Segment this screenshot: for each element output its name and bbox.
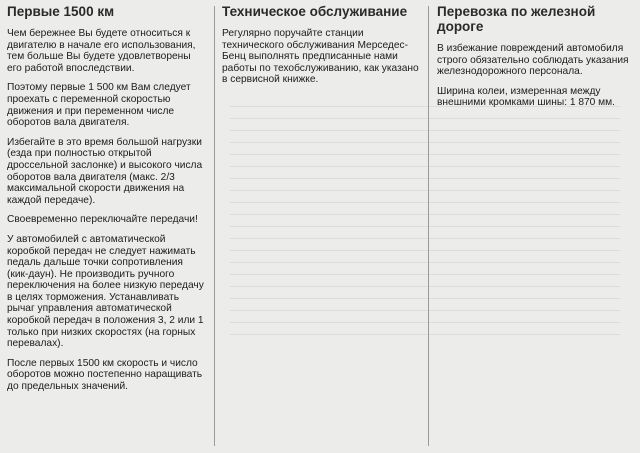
paragraph: У автомобилей с автоматической коробкой передач не следует нажимать педаль дальше точки сопротивления (кик-даун). Не производить ручного переключения на более низкую передачу в целях торможения. Устанавливать рычаг управления автоматической коробкой передач в положения 3, 2 или 1 только при низких скоростях (на горных перевалах). [7, 233, 204, 350]
column-maintenance [222, 4, 422, 94]
column-rail-transport [437, 4, 635, 117]
section-title: Первые 1500 км [7, 4, 115, 19]
bleed-through-texture [230, 100, 620, 340]
paragraph: Своевременно переключайте передачи! [7, 214, 198, 226]
column-divider [214, 6, 215, 446]
paragraph: Регулярно поручайте станции технического обслуживания Мерседес-Бенц выполнять предписанные нами работы по техобслуживанию, как указано в сервисной книжке. [222, 28, 419, 86]
paragraph: Поэтому первые 1 500 км Вам следует проехать с переменной скоростью движения и при переменном числе оборотов вала двигателя. [7, 82, 191, 129]
paragraph: В избежание повреждений автомобиля строго обязательно соблюдать указания железнодорожного персонала. [437, 43, 629, 78]
column-first-1500-km [7, 4, 207, 401]
paragraph: Ширина колеи, измеренная между внешними кромками шины: 1 870 мм. [437, 85, 616, 109]
column-divider [428, 6, 429, 446]
paragraph: Чем бережнее Вы будете относиться к двигателю в начале его использования, тем больше Вы будете удовлетворены его работой впоследствии. [7, 28, 196, 74]
paragraph: Избегайте в это время большой нагрузки (езда при полностью открытой дроссельной заслонке) и высокого числа оборотов вала двигателя (макс. 2/3 максимальной скорости движения на каждой передаче). [7, 136, 203, 206]
paragraph: После первых 1500 км скорость и число оборотов можно постепенно наращивать до предельных значений. [7, 357, 203, 393]
section-title: Перевозка по железной дороге [437, 4, 596, 34]
section-title: Техническое обслуживание [222, 4, 408, 19]
